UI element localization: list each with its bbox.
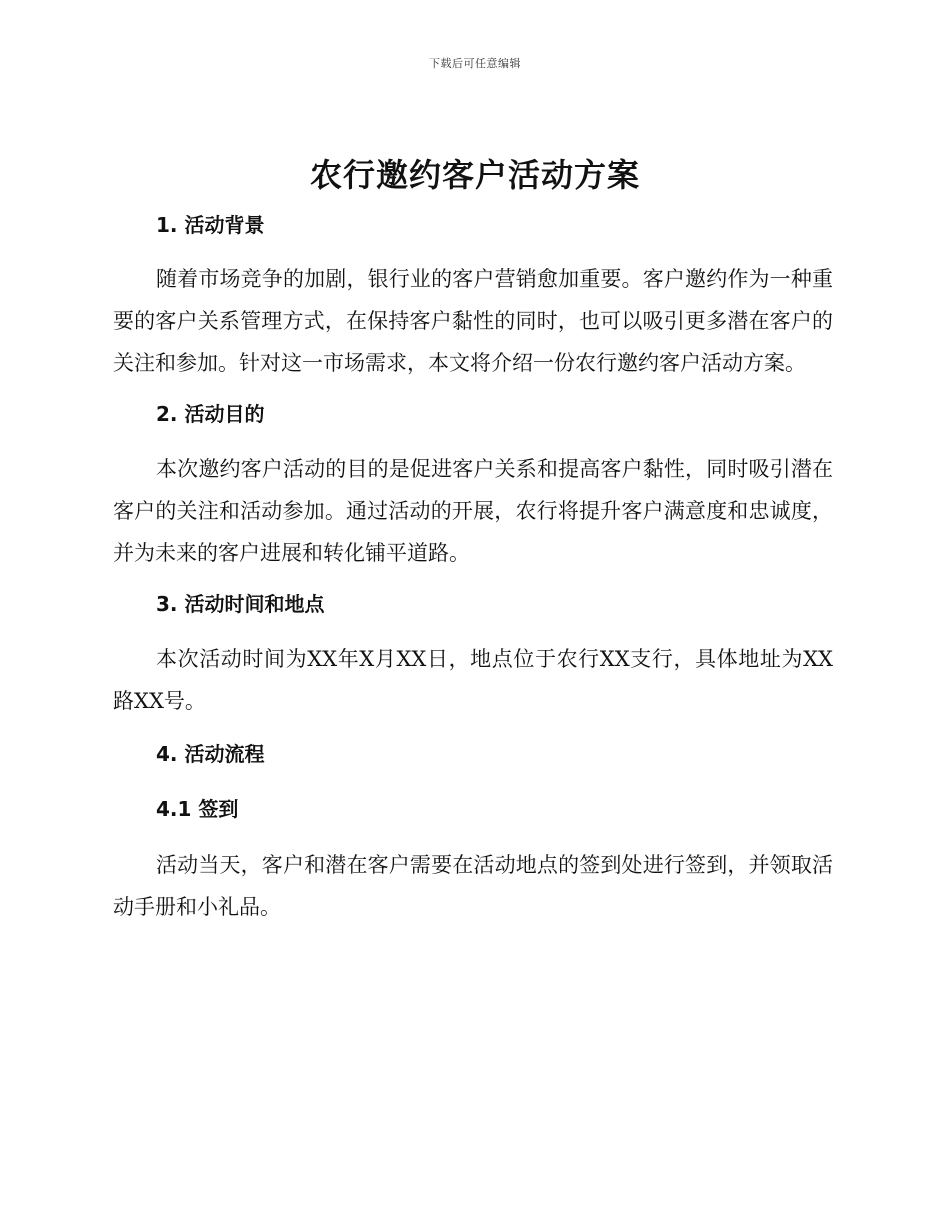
- section-heading-time-location: 3. 活动时间和地点: [156, 592, 325, 616]
- section-heading-process: 4. 活动流程: [156, 742, 265, 766]
- header-note: 下载后可任意编辑: [429, 57, 521, 70]
- section-body-time-location: 本次活动时间为XX年X月XX日，地点位于农行XX支行，具体地址为XX路XX号。: [113, 647, 833, 713]
- section-heading-purpose: 2. 活动目的: [156, 402, 265, 426]
- section-body-purpose: 本次邀约客户活动的目的是促进客户关系和提高客户黏性，同时吸引潜在客户的关注和活动参加。通过活动的开展，农行将提升客户满意度和忠诚度，并为未来的客户进展和转化铺平道路。: [113, 457, 833, 565]
- subsection-body-signin: 活动当天，客户和潜在客户需要在活动地点的签到处进行签到，并领取活动手册和小礼品。: [113, 853, 833, 919]
- document-title: 农行邀约客户活动方案: [309, 156, 640, 194]
- subsection-heading-signin: 4.1 签到: [156, 797, 239, 821]
- section-body-background: 随着市场竞争的加剧，银行业的客户营销愈加重要。客户邀约作为一种重要的客户关系管理方式，在保持客户黏性的同时，也可以吸引更多潜在客户的关注和参加。针对这一市场需求，本文将介绍一份农行邀约客户活动方案。: [113, 267, 833, 375]
- document-body: [113, 200, 833, 928]
- section-heading-background: 1. 活动背景: [156, 213, 265, 237]
